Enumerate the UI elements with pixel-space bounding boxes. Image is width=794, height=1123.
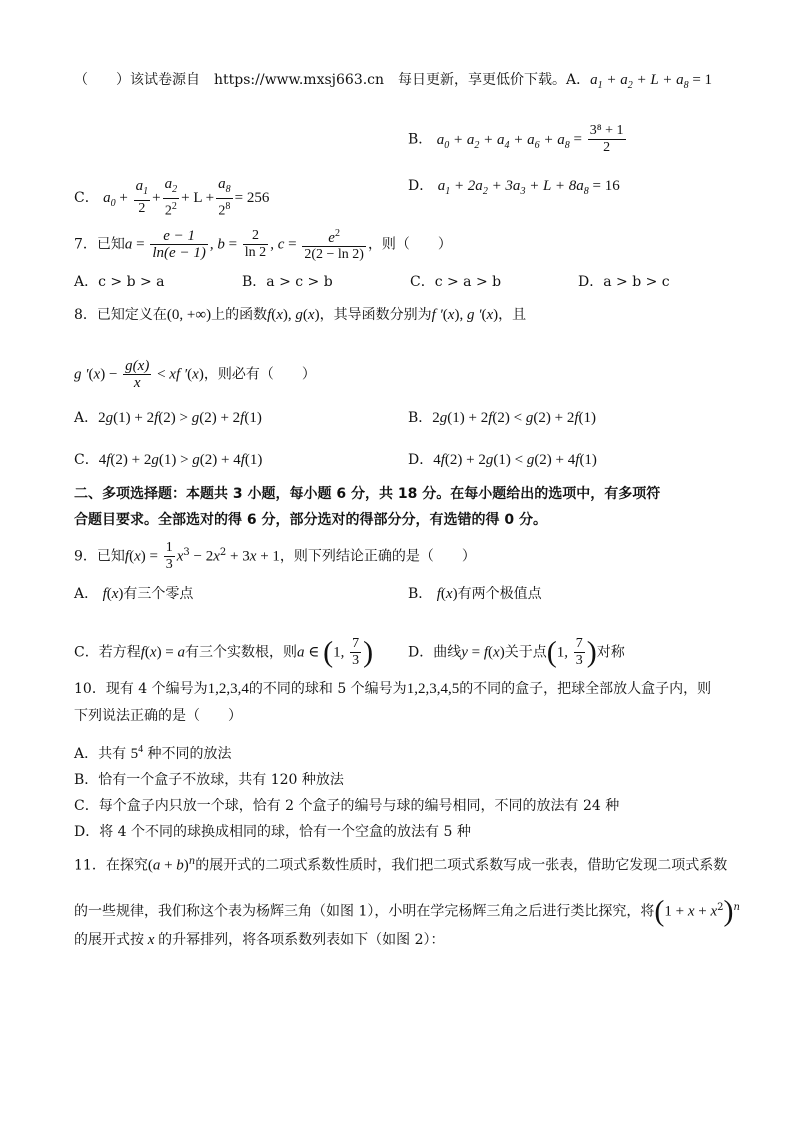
q6-option-a-formula: $a_1 + a_2 + L + a_8$ (590, 72, 689, 91)
q7-option-b: B．a > c > b (242, 274, 333, 290)
q6-option-b-fraction: $\frac{\text{3⁸ + 1}}{2}$ (589, 123, 624, 155)
q6-option-d: D． $a_1 + 2a_2 + 3a_3 + L + 8a_8 = 16$ (408, 178, 620, 197)
q6-option-a-rhs: = 1 (692, 72, 713, 88)
q8-stem: 8．已知定义在(0, +∞)上的函数f(x), g(x)，其导函数分别为f ′(x), g ′(x)，且 (74, 307, 527, 323)
section-heading-line-2: 合题目要求。全部选对的得 6 分，部分选对的得部分分，有选错的得 0 分。 (74, 512, 547, 528)
q10-option-d: D．将 4 个不同的球换成相同的球，恰有一个空盒的放法有 5 种 (74, 824, 471, 840)
section-heading-line-1: 二、多项选择题：本题共 3 小题，每小题 6 分，共 18 分。在每小题给出的选项中，有多项符 (74, 486, 661, 502)
q6-option-d-label: D． (408, 178, 434, 194)
header-text: （ ）该试卷源自 https://www.mxsj663.cn 每日更新，享更低价下载。A． (74, 72, 591, 88)
q7-option-c: C．c > a > b (410, 274, 502, 290)
q9-option-c: C．若方程f(x) = a有三个实数根，则a ∈ (1, $\frac{7}{3}$ ) (74, 635, 374, 669)
header-line (74, 70, 712, 96)
q10-option-a: A．共有 $5^4$ 种不同的放法 (74, 744, 232, 762)
q11-line-2: 的一些规律，我们称这个表为杨辉三角（如图 1），小明在学完杨辉三角之后进行类比探究，将$(1 + x + x^2)^n$ (74, 894, 740, 928)
q9-option-a: A． f(x)有三个零点 (74, 586, 194, 602)
q7-option-a: A．c > b > a (74, 274, 165, 290)
q6-option-b-label: B． (408, 131, 433, 148)
q7-option-d: D．a > b > c (578, 274, 670, 290)
q6-option-b: B． $a_0 + a_2 + a_4 + a_6 + a_8$ = $\frac{\text{3⁸ + 1}}{2}$ (408, 123, 624, 155)
q10-option-b: B．恰有一个盒子不放球，共有 120 种放法 (74, 772, 344, 788)
q9-stem: 9．已知f(x) = $\frac{1}{3}$ $x^3 - 2x^2 + 3x + 1$，则下列结论正确的是（ ） (74, 540, 476, 572)
q6-option-c-label: C． (74, 189, 99, 206)
q8-condition: g ′(x) − $\frac{g(x)}{x}$ < xf ′(x)，则必有（ ） (74, 358, 316, 391)
q10-stem-line-1: 10．现有 4 个编号为1,2,3,4的不同的球和 5 个编号为1,2,3,4,5的不同的盒子，把球全部放人盒子内，则 (74, 681, 712, 697)
q9-option-b: B． f(x)有两个极值点 (408, 586, 542, 602)
q10-stem-line-2: 下列说法正确的是（ ） (74, 708, 242, 724)
q7-stem: 7．已知a = $\frac{e - 1}{\ln(e - 1)}$ , b = $\frac{2}{\ln 2}$ , c = $\frac{e^2}{2(2 - \ln 2)}$ ，则（ ） (74, 228, 452, 262)
q8-option-d: D．4f(2) + 2g(1) < g(2) + 4f(1) (408, 452, 597, 468)
q10-option-c: C．每个盒子内只放一个球，恰有 2 个盒子的编号与球的编号相同，不同的放法有 24 种 (74, 798, 620, 814)
q8-option-a: A．2g(1) + 2f(2) > g(2) + 2f(1) (74, 410, 262, 426)
q6-option-c: C． $a_0$ + $\frac{a_1}{2}$ + $\frac{a_2}{2^2}$ + L + $\frac{a_8}{2^8}$ = 256 (74, 176, 270, 219)
q11-line-1: 11．在探究$(a + b)^n$的展开式的二项式系数性质时，我们把二项式系数写成一张表，借助它发现二项式系数 (74, 856, 728, 874)
q8-option-b: B．2g(1) + 2f(2) < g(2) + 2f(1) (408, 410, 596, 426)
q11-line-3: 的展开式按 x 的升幂排列，将各项系数列表如下（如图 2）： (74, 932, 445, 948)
q7-options (74, 272, 746, 292)
q8-option-c: C．4f(2) + 2g(1) > g(2) + 4f(1) (74, 452, 263, 468)
q9-option-d: D．曲线y = f(x)关于点(1, $\frac{7}{3}$ )对称 (408, 635, 625, 669)
